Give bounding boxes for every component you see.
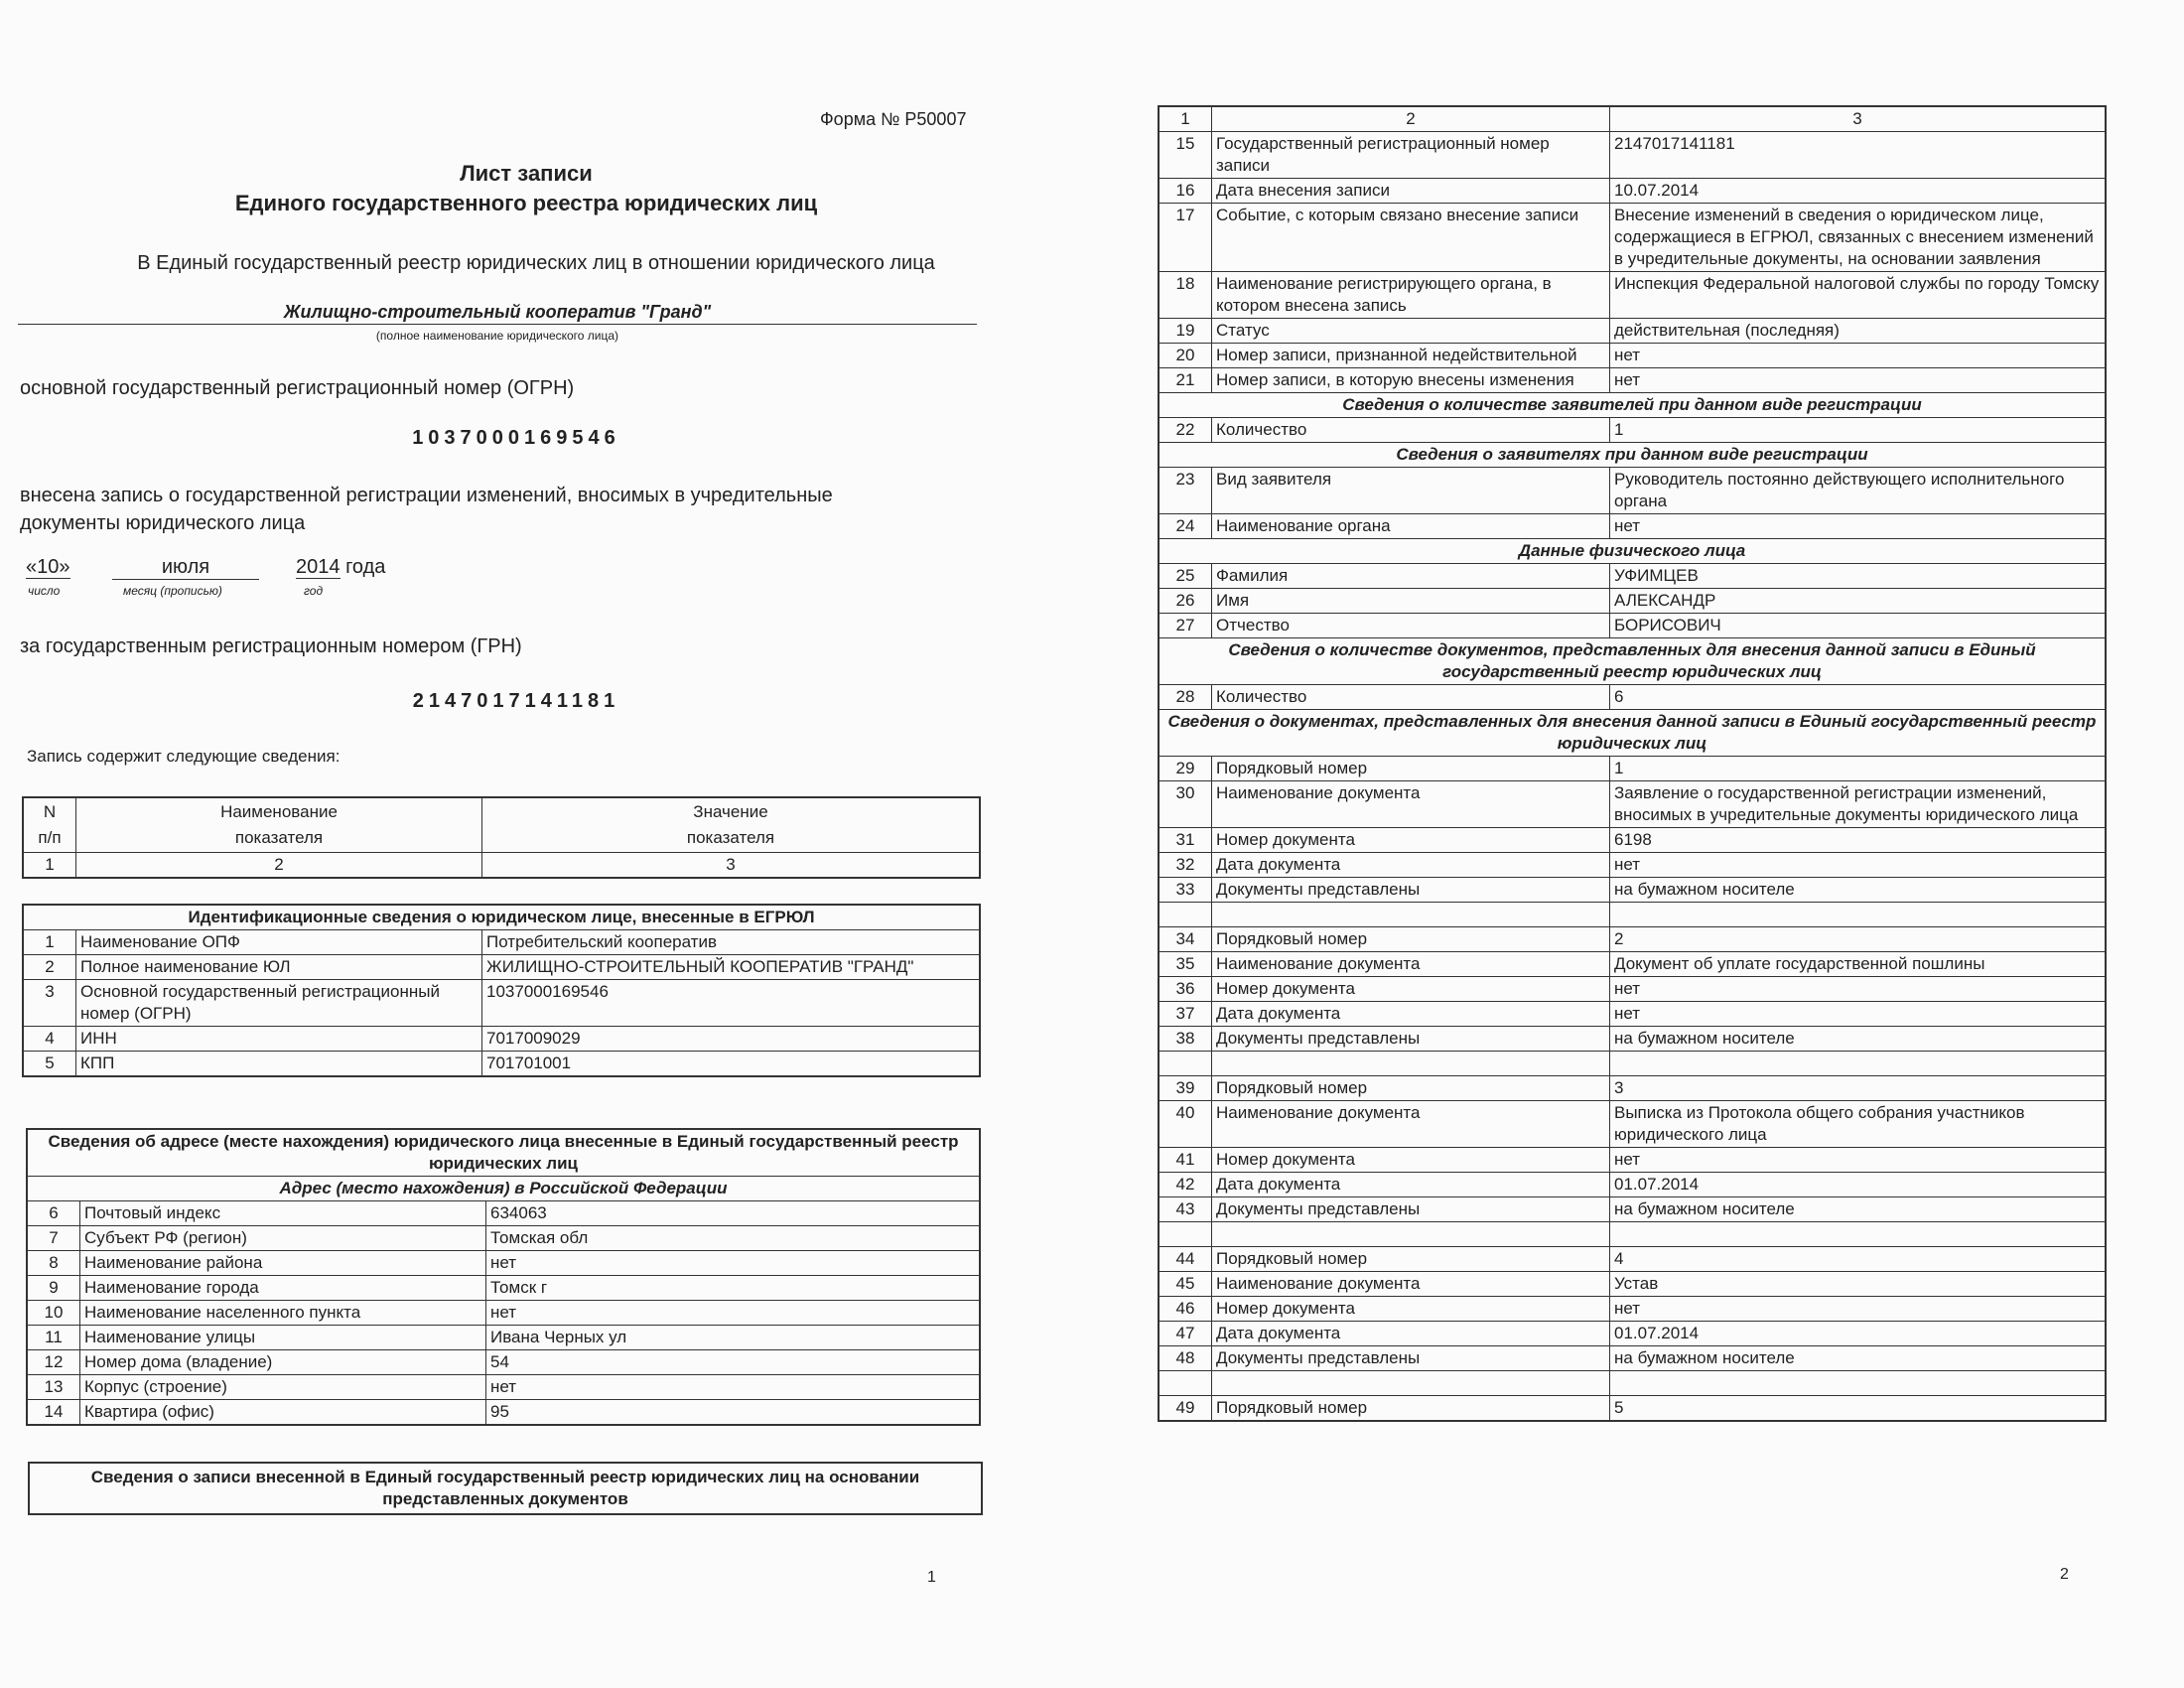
row-value: нет [1610,368,2107,393]
section-title: Данные физического лица [1159,539,2106,564]
row-number: 9 [27,1276,80,1301]
table-row [1159,179,2106,204]
row-label: Квартира (офис) [80,1400,486,1426]
row-number: 10 [27,1301,80,1326]
table-row [1159,1148,2106,1173]
row-value: 01.07.2014 [1610,1173,2107,1197]
section-title: Сведения о количестве заявителей при данном виде регистрации [1159,393,2106,418]
row-value: 01.07.2014 [1610,1322,2107,1346]
title-line-2: Единого государственного реестра юридических лиц [234,191,818,215]
row-label: Номер записи, признанной недействительной [1212,344,1610,368]
row-number: 20 [1159,344,1212,368]
ogrn-value: 1037000169546 [412,427,620,449]
row-value: 95 [486,1400,981,1426]
row-value: нет [1610,344,2107,368]
row-number: 40 [1159,1101,1212,1148]
table-row [1159,878,2106,903]
row-value: на бумажном носителе [1610,1027,2107,1052]
table-row [23,980,980,1027]
row-number: 5 [23,1052,76,1077]
row-label: Полное наименование ЮЛ [76,955,482,980]
row-label: Наименование населенного пункта [80,1301,486,1326]
row-number: 6 [27,1201,80,1226]
table-row [27,1326,980,1350]
row-label: Субъект РФ (регион) [80,1226,486,1251]
table-row [1159,1272,2106,1297]
table-row [1159,614,2106,638]
table-row [1159,1396,2106,1422]
row-label: Порядковый номер [1212,757,1610,781]
row-number: 13 [27,1375,80,1400]
row-number: 43 [1159,1197,1212,1222]
table-row [27,1276,980,1301]
contains-label: Запись содержит следующие сведения: [27,747,341,766]
table-row [1159,132,2106,179]
row-label: Наименование регистрирующего органа, в котором внесена запись [1212,272,1610,319]
row-number: 34 [1159,927,1212,952]
row-label: Вид заявителя [1212,468,1610,514]
row-value: 54 [486,1350,981,1375]
row-number: 3 [23,980,76,1027]
row-label: Событие, с которым связано внесение записи [1212,204,1610,272]
row-number: 14 [27,1400,80,1426]
table-row [1159,1002,2106,1027]
table-row [1159,319,2106,344]
row-label: Статус [1212,319,1610,344]
row-number: 47 [1159,1322,1212,1346]
blank-row [1159,903,2106,927]
row-number: 45 [1159,1272,1212,1297]
table-row [23,955,980,980]
row-number: 32 [1159,853,1212,878]
row-number: 35 [1159,952,1212,977]
table-row [1159,272,2106,319]
row-value: Выписка из Протокола общего собрания участников юридического лица [1610,1101,2107,1148]
row-value: ЖИЛИЩНО-СТРОИТЕЛЬНЫЙ КООПЕРАТИВ "ГРАНД" [482,955,981,980]
row-value: Руководитель постоянно действующего исполнительного органа [1610,468,2107,514]
section-title: Сведения о документах, представленных для внесения данной записи в Единый государственный реестр юридических лиц [1159,710,2106,757]
row-label: Основной государственный регистрационный номер (ОГРН) [76,980,482,1027]
row-number: 8 [27,1251,80,1276]
row-label: Номер документа [1212,977,1610,1002]
row-label: Документы представлены [1212,1346,1610,1371]
row-label: Порядковый номер [1212,1396,1610,1422]
table-row [1159,1322,2106,1346]
row-label: Наименование района [80,1251,486,1276]
address-title: Сведения об адресе (месте нахождения) юридического лица внесенные в Единый государственный реестр юридических лиц [27,1129,980,1177]
table-row [1159,952,2106,977]
section-title: Сведения о заявителях при данном виде регистрации [1159,443,2106,468]
row-label: Документы представлены [1212,1027,1610,1052]
row-label: Документы представлены [1212,1197,1610,1222]
row-number: 31 [1159,828,1212,853]
table-row [1159,1197,2106,1222]
row-label: Наименование документа [1212,1272,1610,1297]
row-label: КПП [76,1052,482,1077]
row-label: Документы представлены [1212,878,1610,903]
row-value: 2147017141181 [1610,132,2107,179]
row-number: 39 [1159,1076,1212,1101]
table-row [1159,781,2106,828]
table-row [1159,685,2106,710]
row-label: Дата документа [1212,853,1610,878]
row-number: 26 [1159,589,1212,614]
row-value: АЛЕКСАНДР [1610,589,2107,614]
form-number: Форма № Р50007 [820,109,967,129]
row-label: Номер документа [1212,828,1610,853]
row-value: 6 [1610,685,2107,710]
row-label: Порядковый номер [1212,1247,1610,1272]
table-row [27,1301,980,1326]
row-value: Томская обл [486,1226,981,1251]
row-label: Почтовый индекс [80,1201,486,1226]
row-label: Наименование города [80,1276,486,1301]
table-row [1159,1297,2106,1322]
row-label: Дата документа [1212,1322,1610,1346]
row-value: нет [1610,1297,2107,1322]
row-value: 5 [1610,1396,2107,1422]
row-number: 17 [1159,204,1212,272]
table-row [1159,564,2106,589]
row-label: Наименование органа [1212,514,1610,539]
row-value: Томск г [486,1276,981,1301]
row-number: 28 [1159,685,1212,710]
table-row [1159,514,2106,539]
title-line-1: Лист записи [460,161,593,186]
row-label: Государственный регистрационный номер записи [1212,132,1610,179]
row-number: 29 [1159,757,1212,781]
row-number: 42 [1159,1173,1212,1197]
row-value: нет [1610,1002,2107,1027]
row-label: ИНН [76,1027,482,1052]
table-row [1159,1076,2106,1101]
blank-row [1159,1052,2106,1076]
grn-label: за государственным регистрационным номером (ГРН) [20,635,522,657]
table-row [27,1251,980,1276]
table-row [27,1201,980,1226]
row-value: нет [1610,514,2107,539]
table-row [1159,1346,2106,1371]
row-number: 15 [1159,132,1212,179]
table-row [1159,1247,2106,1272]
row-value: 1 [1610,757,2107,781]
row-label: Номер дома (владение) [80,1350,486,1375]
row-label: Фамилия [1212,564,1610,589]
row-label: Отчество [1212,614,1610,638]
row-label: Наименование документа [1212,781,1610,828]
row-value: Устав [1610,1272,2107,1297]
row-number: 2 [23,955,76,980]
row-value: 7017009029 [482,1027,981,1052]
record-title: Сведения о записи внесенной в Единый государственный реестр юридических лиц на основании представленных документов [29,1463,982,1514]
row-label: Корпус (строение) [80,1375,486,1400]
table-row [27,1375,980,1400]
table-row [27,1226,980,1251]
row-value: 1 [1610,418,2107,443]
row-number: 30 [1159,781,1212,828]
table-row [1159,418,2106,443]
row-number: 21 [1159,368,1212,393]
row-number: 46 [1159,1297,1212,1322]
row-label: Имя [1212,589,1610,614]
row-value: нет [1610,1148,2107,1173]
row-value: Заявление о государственной регистрации изменений, вносимых в учредительные документы юридического лица [1610,781,2107,828]
row-label: Наименование документа [1212,952,1610,977]
table-row [23,1052,980,1077]
table-row [1159,1101,2106,1148]
address-table [26,1128,981,1426]
row-number: 48 [1159,1346,1212,1371]
row-value: Инспекция Федеральной налоговой службы по городу Томску [1610,272,2107,319]
row-value: УФИМЦЕВ [1610,564,2107,589]
row-number: 33 [1159,878,1212,903]
row-label: Номер документа [1212,1297,1610,1322]
row-number: 22 [1159,418,1212,443]
row-number: 37 [1159,1002,1212,1027]
row-label: Номер записи, в которую внесены изменения [1212,368,1610,393]
date-caption-year: год [304,584,324,598]
grn-value: 2147017141181 [412,690,620,712]
row-number: 1 [23,930,76,955]
row-value: на бумажном носителе [1610,1346,2107,1371]
row-number: 24 [1159,514,1212,539]
table-row [1159,368,2106,393]
row-value: нет [486,1375,981,1400]
entry-text-1: внесена запись о государственной регистрации изменений, вносимых в учредительные [20,485,833,506]
row-number: 12 [27,1350,80,1375]
date-day: «10» [26,556,70,578]
row-value: Внесение изменений в сведения о юридическом лице, содержащиеся в ЕГРЮЛ, связанных с внесением изменений в учредительные документы, на основании заявления [1610,204,2107,272]
table-row [27,1350,980,1375]
row-number: 18 [1159,272,1212,319]
address-subtitle: Адрес (место нахождения) в Российской Федерации [27,1177,980,1201]
row-number: 16 [1159,179,1212,204]
row-label: Порядковый номер [1212,1076,1610,1101]
date-year: 2014 года [296,556,386,578]
ident-title: Идентификационные сведения о юридическом лице, внесенные в ЕГРЮЛ [23,905,980,930]
row-number: 25 [1159,564,1212,589]
table-row [1159,757,2106,781]
blank-row [1159,1222,2106,1247]
table-row [1159,927,2106,952]
row-value: 701701001 [482,1052,981,1077]
section-title: Сведения о количестве документов, представленных для внесения данной записи в Единый государственный реестр юридических лиц [1159,638,2106,685]
row-number: 11 [27,1326,80,1350]
row-number: 23 [1159,468,1212,514]
row-label: Дата внесения записи [1212,179,1610,204]
table-row [1159,468,2106,514]
row-value: на бумажном носителе [1610,1197,2107,1222]
row-value: нет [1610,853,2107,878]
row-label: Дата документа [1212,1002,1610,1027]
table-row [23,930,980,955]
row-label: Количество [1212,685,1610,710]
row-label: Дата документа [1212,1173,1610,1197]
entry-text-2: документы юридического лица [20,512,306,534]
row-value: Документ об уплате государственной пошлины [1610,952,2107,977]
table-row [1159,828,2106,853]
table-row [23,1027,980,1052]
row-number: 36 [1159,977,1212,1002]
record-table [28,1462,983,1515]
page-number-2: 2 [2060,1566,2069,1583]
row-value: нет [486,1251,981,1276]
page-number: 1 [927,1569,936,1586]
row-value: 1037000169546 [482,980,981,1027]
table-row [1159,977,2106,1002]
date-month: июля [112,556,259,580]
row-number: 4 [23,1027,76,1052]
table-row [1159,1027,2106,1052]
org-name-caption: (полное наименование юридического лица) [375,329,619,343]
ogrn-label: основной государственный регистрационный номер (ОГРН) [20,377,575,399]
row-number: 44 [1159,1247,1212,1272]
row-value: нет [486,1301,981,1326]
registration-table: 1 2 3 15 Государственный регистрационный номер записи 2147017141181 16 Дата внесения записи 10.07.2014 17 Событие, с которым связано внесение записи Внесение изменений в сведения о юридическом лице, содержащиеся в ЕГРЮЛ, связанных с внесением изменений в учредительные документы, на основании заявления 18 Наименование регистрирующего органа, в котором внесена запись Инспекция Федеральной налоговой службы по городу Томску 19 Статус действительная (последняя) 20 Номер записи, признанной недействительной нет 21 Номер записи, в которую внесены изменения нет Сведения о количестве заявителей при данном виде регистрации 22 Количество 1 Сведения о заявителях при данном виде регистрации 23 Вид заявителя Руководитель постоянно действующего исполнительного органа 24 Наименование органа нет Данные физического лица 25 Фамилия УФИМЦЕВ 26 Имя АЛЕКСАНДР 27 Отчество БОРИСОВИЧ Сведения о количестве документов, представленных для внесения данной записи в Единый государственный реестр юридических лиц 28 Количество 6 Сведения о документах, представленных для внесения данной записи в Единый государственный реестр юридических лиц 29 Порядковый номер 1 30 Наименование документа Заявление о государственной регистрации изменений, вносимых в учредительные документы юридического лица 31 Номер документа 6198 32 Дата документа нет 33 Документы представлены на бумажном носителе 34 Порядковый номер 2 35 Наименование документа Документ об уплате государственной пошлины 36 Номер документа нет 37 Дата документа нет 38 Документы представлены на бумажном носителе 39 Порядковый номер 3 40 Наименование документа Выписка из Протокола общего собрания участников юридического лица 41 Номер документа нет 42 Дата документа 01.07.2014 43 Документы представлены на бумажном носителе 44 Порядковый номер 4 45 Наименование документа Устав 46 Номер документа нет 47 Дата документа 01.07.2014 48 Документы представлены на бумажном носителе 49 Порядковый номер 5 [1158,105,2107,1422]
row-label: Наименование документа [1212,1101,1610,1148]
row-value: 4 [1610,1247,2107,1272]
row-value: нет [1610,977,2107,1002]
row-number: 41 [1159,1148,1212,1173]
table-row [1159,204,2106,272]
row-number: 27 [1159,614,1212,638]
table-row [27,1400,980,1426]
table-row [1159,853,2106,878]
page-right [1092,0,2184,1688]
row-value: Потребительский кооператив [482,930,981,955]
date-caption-day: число [28,584,61,598]
ident-table [22,904,981,1077]
row-number: 38 [1159,1027,1212,1052]
row-value: на бумажном носителе [1610,878,2107,903]
date-caption-month: месяц (прописью) [123,584,222,598]
row-number: 19 [1159,319,1212,344]
row-value: 2 [1610,927,2107,952]
row-value: действительная (последняя) [1610,319,2107,344]
row-label: Наименование улицы [80,1326,486,1350]
row-value: 10.07.2014 [1610,179,2107,204]
row-value: 6198 [1610,828,2107,853]
row-number: 7 [27,1226,80,1251]
row-value: БОРИСОВИЧ [1610,614,2107,638]
row-label: Наименование ОПФ [76,930,482,955]
table-row [1159,589,2106,614]
row-value: 634063 [486,1201,981,1226]
row-value: 3 [1610,1076,2107,1101]
intro-text: В Единый государственный реестр юридических лиц в отношении юридического лица [137,252,935,274]
row-label: Порядковый номер [1212,927,1610,952]
table-row [1159,1173,2106,1197]
row-label: Количество [1212,418,1610,443]
table-row [1159,344,2106,368]
blank-row [1159,1371,2106,1396]
row-number: 49 [1159,1396,1212,1422]
org-name: Жилищно-строительный кооператив "Гранд" [18,302,977,325]
header-table: N п/п Наименование показателя Значение показателя 1 2 3 [22,796,981,879]
row-value: Ивана Черных ул [486,1326,981,1350]
row-label: Номер документа [1212,1148,1610,1173]
